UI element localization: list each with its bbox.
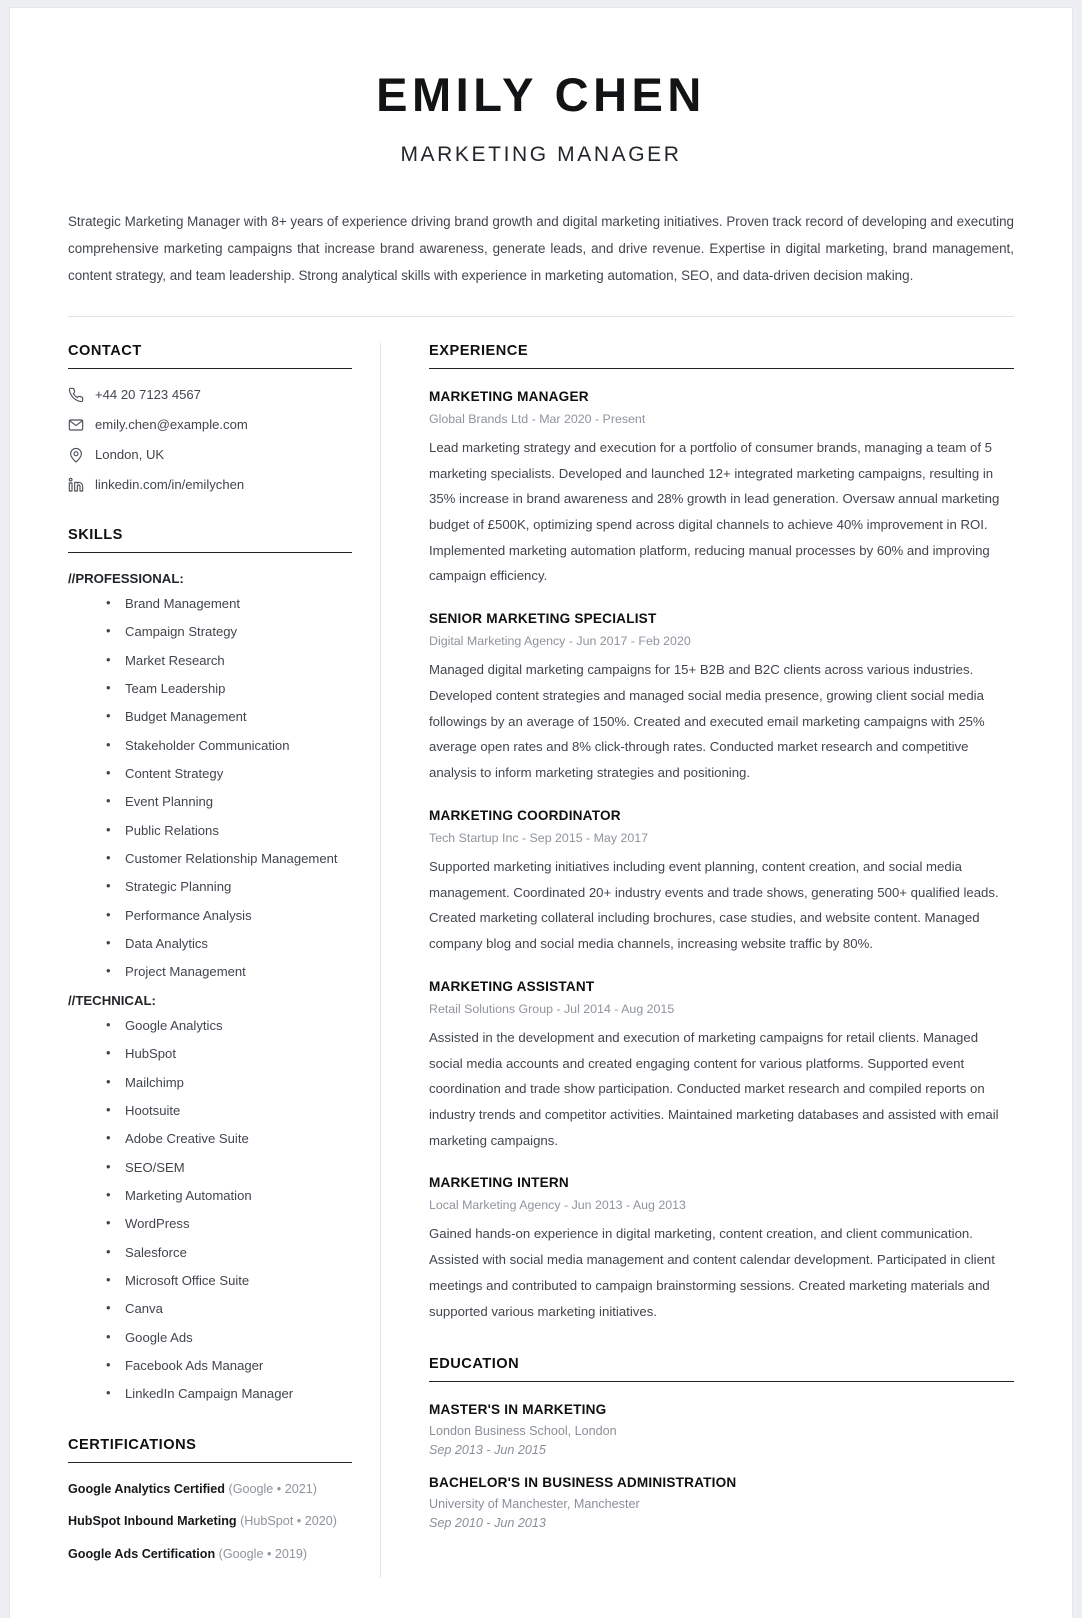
experience-heading: EXPERIENCE — [429, 343, 1014, 369]
contact-value: London, UK — [95, 447, 165, 463]
skill-item: • Brand Management — [106, 596, 352, 612]
experience-item — [429, 979, 1014, 1154]
skill-item: • Facebook Ads Manager — [106, 1358, 352, 1374]
contact-item[interactable] — [68, 417, 352, 433]
skills-groups — [68, 571, 352, 1403]
job-title: MARKETING INTERN — [429, 1175, 569, 1191]
education-school: University of Manchester, Manchester — [429, 1497, 640, 1512]
job-company-dates: Tech Startup Inc - Sep 2015 - May 2017 — [429, 830, 649, 845]
skill-group — [68, 993, 352, 1403]
skill-group — [68, 571, 352, 981]
certifications-list — [68, 1481, 352, 1562]
job-company-dates: Global Brands Ltd - Mar 2020 - Present — [429, 411, 646, 426]
education-degree: MASTER'S IN MARKETING — [429, 1402, 607, 1418]
job-title: MARKETING MANAGER — [429, 388, 589, 404]
skill-item: • HubSpot — [106, 1046, 352, 1062]
professional-summary: Strategic Marketing Manager with 8+ years of experience driving brand growth and digital marketing initiatives. Proven track record of developing and executing comprehensive marketing campaigns that increase brand awareness, generate leads, and drive revenue. Expertise in digital marketing, brand management, content strategy, and team leadership. Strong analytical skills with experience in marketing automation, SEO, and data-driven decision making. — [68, 214, 1014, 283]
skill-item: • Team Leadership — [106, 681, 352, 697]
contact-value: linkedin.com/in/emilychen — [95, 477, 245, 493]
left-column — [68, 343, 380, 1578]
certification-name: Google Analytics Certified — [68, 1481, 225, 1496]
skill-item: • Data Analytics — [106, 936, 352, 952]
skill-item: • Mailchimp — [106, 1075, 352, 1091]
job-description: Gained hands-on experience in digital marketing, content creation, and client communication. Assisted with social media management and content calendar development. Participated in client meetings and contributed to campaign brainstorming sessions. Created marketing materials and supported various marketing initiatives. — [429, 1226, 995, 1319]
resume-header — [68, 56, 1014, 167]
right-column — [381, 343, 1014, 1578]
contact-item[interactable] — [68, 387, 352, 403]
education-list — [429, 1402, 1014, 1530]
certification-meta: (Google • 2021) — [228, 1481, 317, 1496]
experience-item — [429, 611, 1014, 786]
experience-item — [429, 389, 1014, 589]
contact-value: +44 20 7123 4567 — [95, 387, 201, 403]
certification-meta: (Google • 2019) — [218, 1546, 308, 1561]
certification-name: Google Ads Certification — [68, 1546, 216, 1561]
skill-item: • Adobe Creative Suite — [106, 1131, 352, 1147]
job-title: MARKETING ASSISTANT — [429, 978, 595, 994]
skill-item: • Microsoft Office Suite — [106, 1273, 352, 1289]
phone-icon — [68, 387, 84, 403]
experience-section — [429, 343, 1014, 1325]
job-company-dates: Local Marketing Agency - Jun 2013 - Aug 2013 — [429, 1198, 686, 1213]
email-icon — [68, 417, 84, 433]
resume-page — [10, 8, 1072, 1618]
candidate-job-title: MARKETING MANAGER — [400, 143, 682, 167]
skill-group-label: //PROFESSIONAL: — [68, 570, 184, 586]
job-description: Supported marketing initiatives including event planning, content creation, and social media management. Coordinated 20+ industry events and trade shows, generating 500+ qualified leads. Created marketing collateral including brochures, case studies, and website content. Managed company blog and social media channels, increasing website traffic by 80%. — [429, 858, 999, 952]
certification-meta: (HubSpot • 2020) — [240, 1514, 337, 1529]
skill-item: • Project Management — [106, 964, 352, 980]
education-degree: BACHELOR'S IN BUSINESS ADMINISTRATION — [429, 1475, 737, 1491]
skill-item: • LinkedIn Campaign Manager — [106, 1386, 352, 1402]
job-company-dates: Digital Marketing Agency - Jun 2017 - Feb 2020 — [429, 634, 691, 649]
experience-item — [429, 808, 1014, 957]
experience-list — [429, 389, 1014, 1325]
job-title: SENIOR MARKETING SPECIALIST — [429, 611, 657, 627]
skill-item: • WordPress — [106, 1216, 352, 1232]
certifications-heading: CERTIFICATIONS — [68, 1437, 352, 1463]
skills-section — [68, 527, 352, 1403]
skill-item: • Customer Relationship Management — [106, 851, 352, 867]
certification-item — [68, 1513, 352, 1529]
skill-list — [68, 1018, 352, 1403]
job-title: MARKETING COORDINATOR — [429, 807, 621, 823]
certification-item — [68, 1481, 352, 1497]
skills-heading: SKILLS — [68, 527, 352, 553]
skill-item: • Public Relations — [106, 823, 352, 839]
education-dates: Sep 2010 - Jun 2013 — [429, 1516, 546, 1531]
skill-item: • Budget Management — [106, 709, 352, 725]
certifications-section — [68, 1437, 352, 1562]
contact-heading: CONTACT — [68, 343, 352, 369]
skill-list — [68, 596, 352, 981]
job-company-dates: Retail Solutions Group - Jul 2014 - Aug 2015 — [429, 1001, 675, 1016]
skill-item: • Salesforce — [106, 1245, 352, 1261]
skill-item: • Google Ads — [106, 1330, 352, 1346]
contact-list — [68, 387, 352, 493]
skill-item: • Market Research — [106, 653, 352, 669]
skill-item: • Hootsuite — [106, 1103, 352, 1119]
education-section — [429, 1356, 1014, 1530]
certification-item — [68, 1546, 352, 1562]
skill-item: • Marketing Automation — [106, 1188, 352, 1204]
job-description: Lead marketing strategy and execution for a portfolio of consumer brands, managing a team of 5 marketing specialists. Developed and launched 12+ integrated marketing campaigns, resulting in 35% increase in brand awareness and 28% growth in lead generation. Oversaw annual marketing budget of £500K, optimizing spend across digital channels to achieve 40% improvement in ROI. Implemented marketing automation platform, reducing manual processes by 60% and improving campaign efficiency. — [429, 439, 1000, 584]
skill-item: • Stakeholder Communication — [106, 738, 352, 754]
skill-item: • SEO/SEM — [106, 1160, 352, 1176]
header-divider — [68, 316, 1014, 317]
skill-item: • Google Analytics — [106, 1018, 352, 1034]
skill-item: • Performance Analysis — [106, 908, 352, 924]
skill-group-label: //TECHNICAL: — [68, 992, 156, 1008]
location-icon — [68, 447, 84, 463]
skill-item: • Strategic Planning — [106, 879, 352, 895]
certification-name: HubSpot Inbound Marketing — [68, 1514, 237, 1529]
skill-item: • Campaign Strategy — [106, 624, 352, 640]
education-dates: Sep 2013 - Jun 2015 — [429, 1443, 546, 1458]
linkedin-icon — [68, 477, 84, 493]
resume-body — [68, 343, 1014, 1578]
job-description: Managed digital marketing campaigns for 15+ B2B and B2C clients across various industries. Developed content strategies and managed social media presence, growing client social media followings by an average of 150%. Created and executed email marketing campaigns with 25% average open rates and 8% click-through rates. Conducted market research and competitive analysis to inform marketing strategies and positioning. — [429, 662, 985, 781]
contact-item[interactable] — [68, 477, 352, 493]
candidate-name: EMILY CHEN — [376, 68, 706, 121]
contact-item[interactable] — [68, 447, 352, 463]
skill-item: • Content Strategy — [106, 766, 352, 782]
education-school: London Business School, London — [429, 1424, 617, 1439]
skill-item: • Canva — [106, 1301, 352, 1317]
job-description: Assisted in the development and execution of marketing campaigns for retail clients. Managed social media accounts and created engaging content for various platforms. Supported event coordination and trade show participation. Conducted market research and compiled reports on industry trends and competitor activities. Maintained marketing databases and assisted with email marketing campaigns. — [429, 1029, 999, 1148]
skill-item: • Event Planning — [106, 794, 352, 810]
contact-section — [68, 343, 352, 493]
education-item — [429, 1402, 1014, 1457]
education-heading: EDUCATION — [429, 1356, 1014, 1382]
education-item — [429, 1475, 1014, 1530]
contact-value: emily.chen@example.com — [95, 417, 248, 433]
experience-item — [429, 1175, 1014, 1324]
